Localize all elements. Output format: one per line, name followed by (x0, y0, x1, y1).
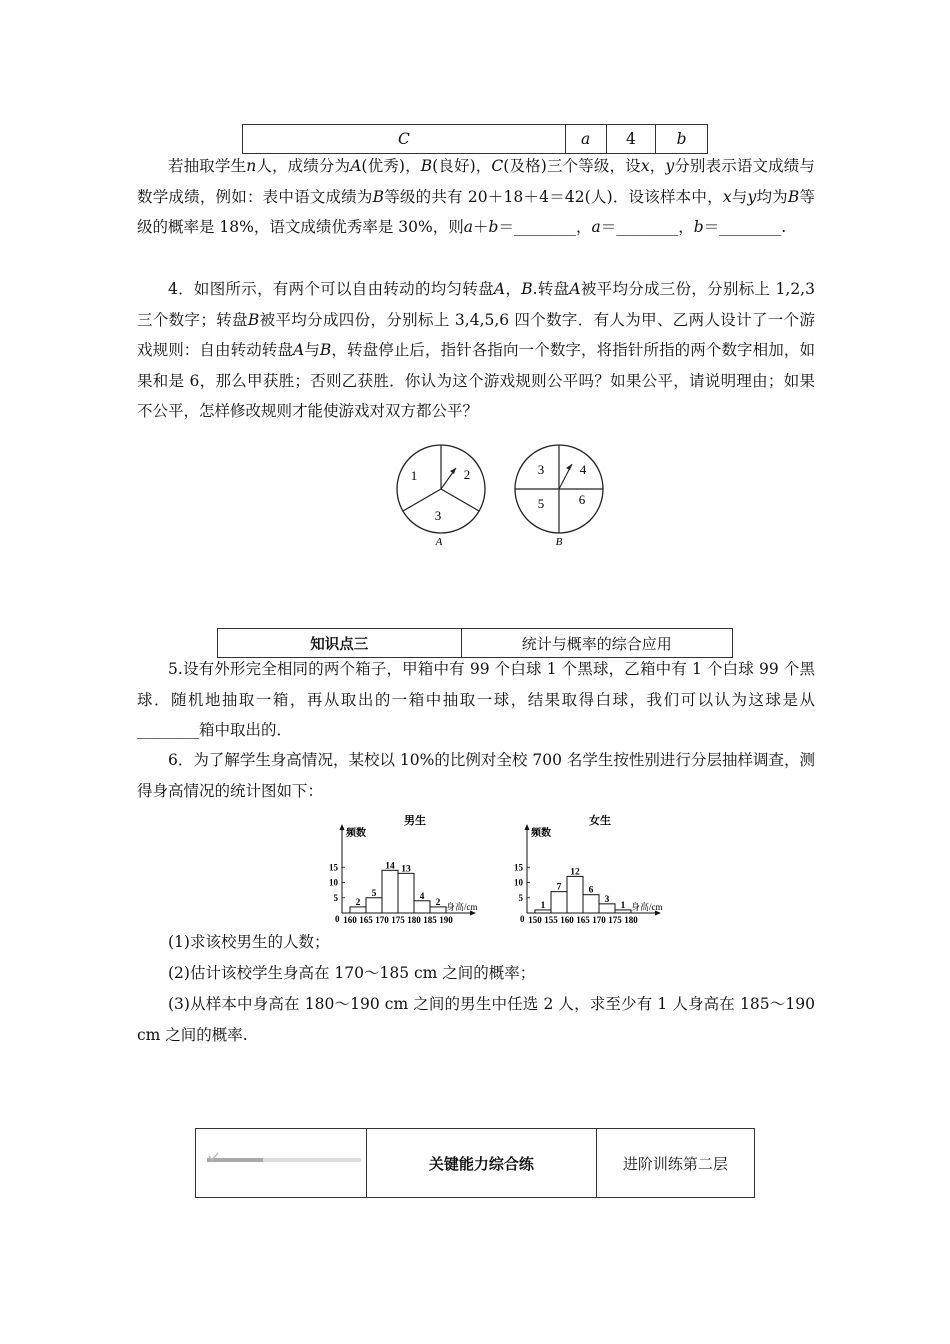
x-tick-label: 150 (528, 915, 542, 925)
histogram-bar (583, 895, 599, 913)
y-tick-label: 10 (329, 877, 338, 888)
x-tick-label: 175 (608, 915, 622, 925)
histogram-bar (398, 873, 414, 913)
x-tick-label: 170 (375, 915, 389, 925)
bar-data-label: 12 (570, 867, 580, 878)
histogram-bar (567, 876, 583, 913)
question-6-part-2: (2)估计该校学生身高在 170～185 cm 之间的概率； (168, 964, 536, 982)
spinner-b-number: 4 (579, 462, 587, 477)
spinner-a-number: 1 (410, 468, 418, 483)
question-3: 若抽取学生n人，成绩分为A(优秀)，B(良好)，C(及格)三个等级，设x，y分别表示语文成绩与数学成绩，例如：表中语文成绩为B等级的共有 20＋18＋4＝42(人)．设该样本中，x与y均为B等级的概率是 18%，语文成绩优秀率是 30%，则a＋b＝________，a＝________，b＝________. (137, 157, 815, 236)
bar-data-label: 4 (419, 891, 425, 902)
spinner-b-number: 6 (578, 492, 586, 507)
y-tick-label: 15 (329, 862, 338, 873)
chart-title: 女生 (589, 815, 611, 827)
x-tick-label: 190 (439, 915, 453, 925)
y-tick-label: 10 (514, 877, 523, 888)
bar-data-label: 3 (604, 894, 610, 905)
histogram-bar (366, 898, 382, 913)
x-tick-label: 180 (624, 915, 638, 925)
table-cell: 4 (606, 125, 656, 154)
footer-decor-cell (196, 1129, 367, 1198)
spinner-b-number: 3 (537, 462, 545, 477)
bar-data-label: 14 (385, 861, 395, 872)
spinner-b (515, 445, 603, 548)
footer-banner (195, 1128, 755, 1198)
bar-data-label: 5 (371, 888, 377, 899)
bar-data-label: 2 (355, 897, 361, 908)
histogram-female (497, 810, 682, 930)
progress-bar-decoration (201, 1151, 361, 1171)
question-6-part-3: (3)从样本中身高在 180～190 cm 之间的男生中任选 2 人，求至少有 1 人身高在 185～190 cm 之间的概率. (137, 995, 815, 1044)
table-cell: b (656, 125, 708, 154)
x-tick-label: 160 (343, 915, 357, 925)
knowledge-point-label: 知识点三 (218, 629, 462, 658)
spinners-figure (390, 438, 610, 553)
chart-title: 男生 (404, 815, 426, 827)
question-6-intro: 6．为了解学生身高情况，某校以 10%的比例对全校 700 名学生按性别进行分层抽样调查，测得身高情况的统计图如下： (137, 751, 815, 800)
footer-subtitle: 进阶训练第二层 (596, 1129, 754, 1198)
bar-data-label: 2 (435, 897, 441, 908)
x-tick-label: 160 (560, 915, 574, 925)
histogram-bar (414, 901, 430, 913)
y-tick-label: 5 (518, 892, 523, 903)
x-tick-label: 165 (576, 915, 590, 925)
question-4: 4．如图所示，有两个可以自由转动的均匀转盘A，B.转盘A被平均分成三份，分别标上 1,2,3 三个数字；转盘B被平均分成四份，分别标上 3,4,5,6 四个数字．有人为甲、乙两人设计了一个游戏规则：自由转动转盘A与B，转盘停止后，指针各指向一个数字，将指针所指的两个数字相加，如果和是 6，那么甲获胜；否则乙获胜．你认为这个游戏规则公平吗？如果公平，请说明理由；如果不公平，怎样修改规则才能使游戏对双方都公平？ (137, 280, 815, 420)
bar-data-label: 1 (620, 900, 626, 911)
y-axis-label: 频数 (531, 828, 551, 839)
bar-data-label: 13 (401, 864, 411, 875)
origin-label: 0 (335, 914, 340, 924)
x-tick-label: 185 (423, 915, 437, 925)
table-cell: C (243, 125, 566, 154)
spinner-a-number: 2 (463, 467, 471, 482)
spinner-a-label: A (435, 536, 443, 548)
histogram-bar (551, 892, 567, 913)
top-table (242, 124, 708, 154)
bar-data-label: 6 (588, 885, 594, 896)
origin-label: 0 (520, 914, 525, 924)
x-tick-label: 175 (391, 915, 405, 925)
table-cell: a (565, 125, 606, 154)
y-axis-arrow (525, 824, 530, 830)
histogram-bar (382, 870, 398, 913)
x-tick-label: 180 (407, 915, 421, 925)
x-tick-label: 165 (359, 915, 373, 925)
y-axis-arrow (340, 824, 345, 830)
histogram-bar (599, 904, 615, 913)
footer-title: 关键能力综合练 (366, 1129, 596, 1198)
spinner-b-label: B (555, 536, 563, 548)
x-axis-label: 身高/cm (631, 902, 663, 912)
histogram-male (312, 810, 497, 930)
y-tick-label: 5 (333, 892, 338, 903)
x-axis-label: 身高/cm (446, 902, 478, 912)
x-tick-label: 170 (592, 915, 606, 925)
knowledge-point-topic: 统计与概率的综合应用 (461, 629, 732, 658)
spinner-a-number: 3 (434, 508, 442, 523)
question-5: 5.设有外形完全相同的两个箱子，甲箱中有 99 个白球 1 个黑球，乙箱中有 1 个白球 99 个黑球．随机地抽取一箱，再从取出的一箱中抽取一球，结果取得白球，我们可以认为这球是从________箱中取出的． (137, 660, 815, 739)
spinner-b-number: 5 (537, 496, 545, 511)
x-tick-label: 155 (544, 915, 558, 925)
spinner-a (397, 445, 485, 548)
y-tick-label: 15 (514, 862, 523, 873)
question-6-part-1: (1)求该校男生的人数； (168, 933, 330, 951)
bar-data-label: 1 (540, 900, 546, 911)
bar-data-label: 7 (556, 882, 562, 893)
y-axis-label: 频数 (346, 828, 366, 839)
